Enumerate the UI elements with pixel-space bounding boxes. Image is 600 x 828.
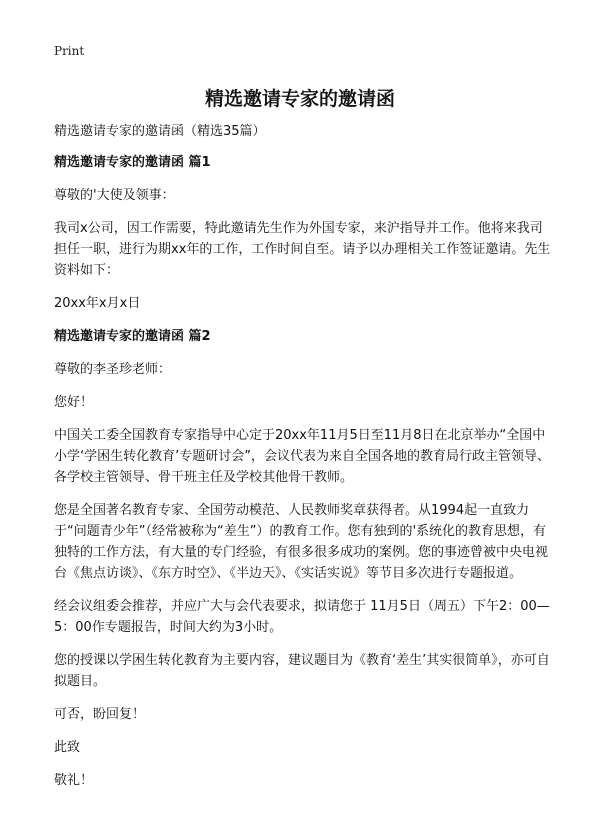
salutation-1: 尊敬的'大使及领事： <box>54 188 175 203</box>
section-heading-1: 精选邀请专家的邀请函 篇1 <box>54 155 211 170</box>
date-line: 20xx年x月x日 <box>54 296 141 311</box>
document-body <box>54 121 554 803</box>
closing-line: 可否，盼回复！ <box>54 707 146 722</box>
paragraph: 经会议组委会推荐，并应广大与会代表要求，拟请您于 11月5日（周五）下午2：00—5：00作专题报告，时间大约为3小时。 <box>54 599 550 635</box>
closing-line: 此致 <box>54 740 81 755</box>
closing-line: 敬礼！ <box>54 773 94 788</box>
paragraph: 中国关工委全国教育专家指导中心定于20xx年11月5日至11月8日在北京举办“全国中小学‘学困生转化教育’专题研讨会”，会议代表为来自全国各地的教育局行政主管领导、各学校主管领导、骨干班主任及学校其他骨干教师。 <box>54 428 551 485</box>
salutation-2: 尊敬的李圣珍老师： <box>54 362 172 377</box>
paragraph: 您是全国著名教育专家、全国劳动模范、人民教师奖章获得者。从1994起一直致力于“问题青少年”（经常被称为“差生”）的教育工作。您有独到的'系统化的教育思想，有独特的工作方法，有大量的专门经验，有很多很多成功的案例。您的事迹曾被中央电视台《焦点访谈》、《东方时空》、《半边天》、《实话实说》等节目多次进行专题报道。 <box>54 503 549 581</box>
paragraph: 您的授课以学困生转化教育为主要内容，建议题目为《教育‘差生’其实很简单》，亦可自拟题目。 <box>54 653 550 689</box>
document-intro: 精选邀请专家的邀请函（精选35篇） <box>54 124 266 139</box>
section-heading-2: 精选邀请专家的邀请函 篇2 <box>54 329 211 344</box>
greeting: 您好！ <box>54 395 94 410</box>
paragraph: 我司x公司，因工作需要，特此邀请先生作为外国专家，来沪指导并工作。他将来我司担任一职，进行为期xx年的工作，工作时间自至。请予以办理相关工作签证邀请。先生资料如下： <box>54 221 551 278</box>
page-title: 精选邀请专家的邀请函 <box>204 88 395 110</box>
print-link[interactable]: Print <box>54 44 85 58</box>
